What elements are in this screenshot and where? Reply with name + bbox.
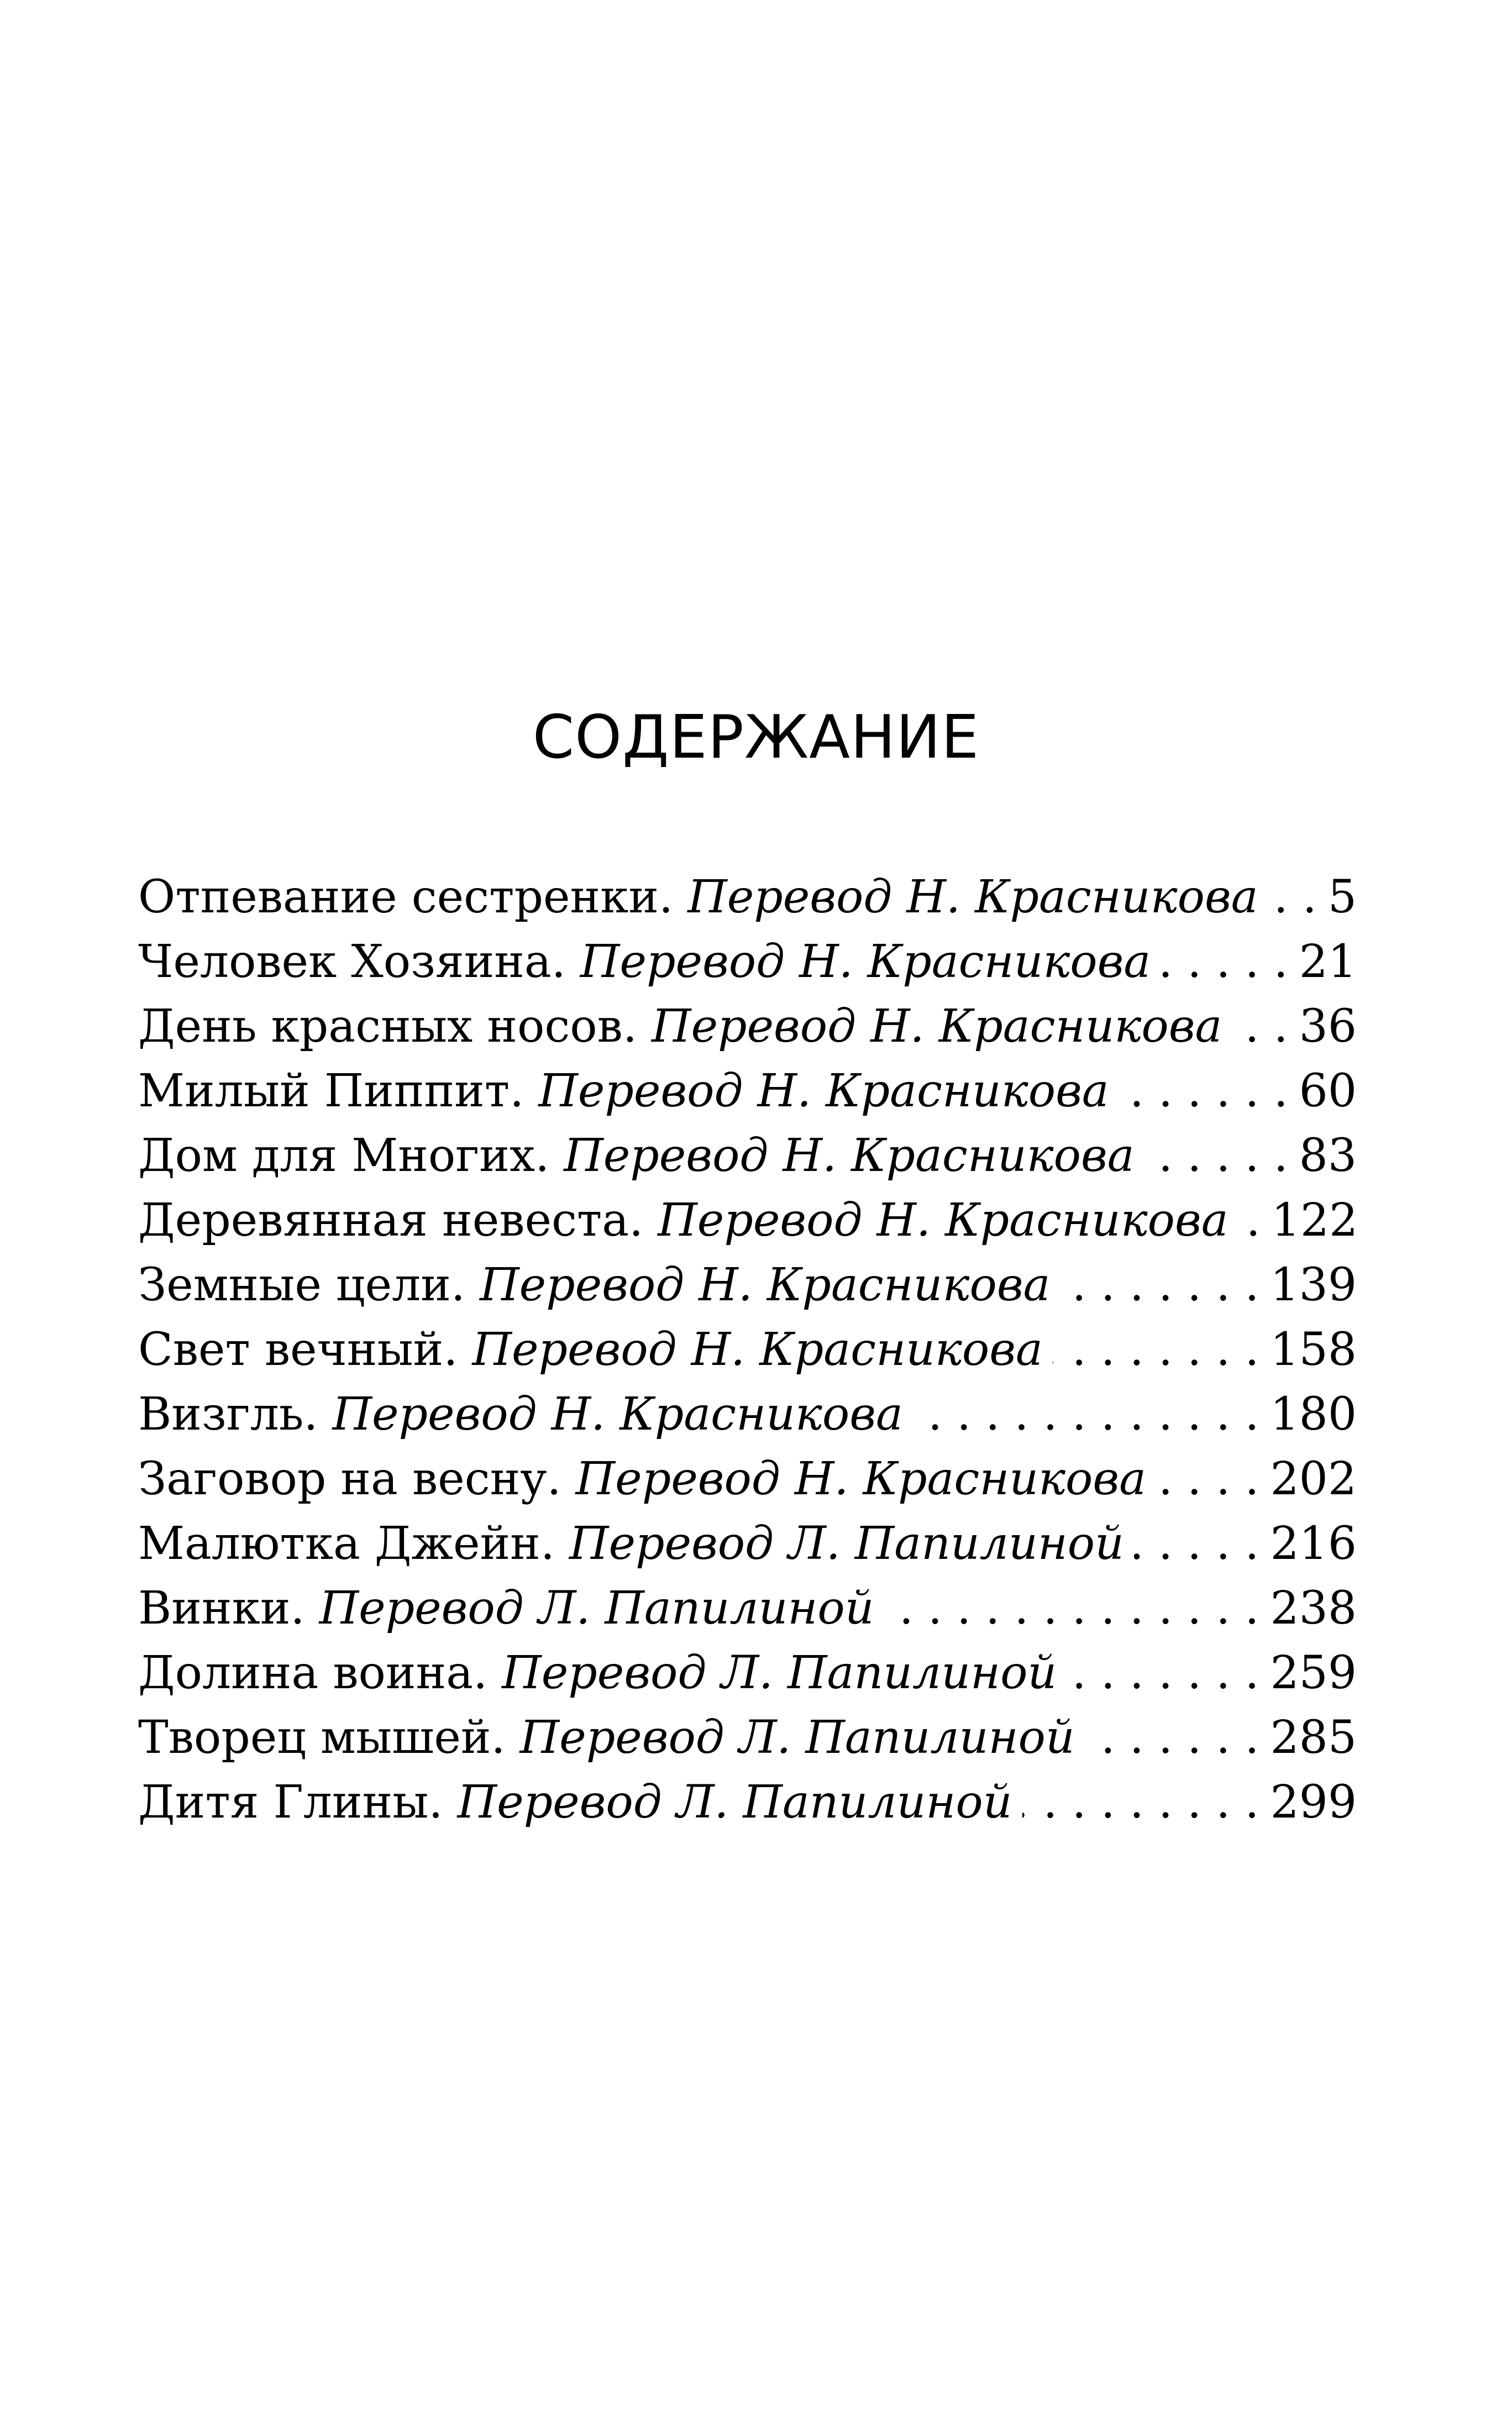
toc-entry xyxy=(138,1123,1357,1188)
toc-entry xyxy=(138,1705,1357,1770)
dot-leader xyxy=(1144,1123,1288,1188)
entry-translator: Перевод Л. Папилиной xyxy=(319,1582,874,1635)
page-number: 5 xyxy=(1327,871,1357,923)
page-number: 216 xyxy=(1270,1517,1357,1570)
entry-translator: Перевод Н. Красникова xyxy=(651,1000,1222,1053)
dot-leader xyxy=(1119,1059,1288,1123)
dot-leader xyxy=(1161,929,1288,994)
toc-entry xyxy=(138,1059,1357,1123)
toc-entry xyxy=(138,1188,1357,1253)
entry-title: Малютка Джейн. xyxy=(138,1517,555,1570)
entry-title: Винки. xyxy=(138,1582,305,1635)
dot-leader xyxy=(1060,1253,1259,1317)
page-number: 83 xyxy=(1299,1130,1357,1182)
entry-title: Человек Хозяина. xyxy=(138,936,566,988)
entry-translator: Перевод Н. Красникова xyxy=(687,871,1258,923)
toc-entry xyxy=(138,1382,1357,1447)
page-number: 139 xyxy=(1270,1259,1357,1311)
dot-leader xyxy=(1238,1188,1261,1253)
page-number: 285 xyxy=(1270,1711,1357,1764)
toc-entry xyxy=(138,1770,1357,1835)
dot-leader xyxy=(1053,1317,1259,1382)
entry-translator: Перевод Л. Папилиной xyxy=(519,1711,1075,1764)
entry-title: День красных носов. xyxy=(138,1000,637,1053)
entry-title: Свет вечный. xyxy=(138,1323,458,1376)
dot-leader xyxy=(913,1382,1259,1447)
entry-translator: Перевод Н. Красникова xyxy=(472,1323,1043,1376)
entry-translator: Перевод Л. Папилиной xyxy=(457,1776,1012,1829)
entry-title: Дом для Многих. xyxy=(138,1130,550,1182)
toc-entry xyxy=(138,1641,1357,1705)
entry-title: Дитя Глины. xyxy=(138,1776,443,1829)
entry-title: Долина воина. xyxy=(138,1647,488,1699)
entry-translator: Перевод Н. Красникова xyxy=(332,1388,903,1441)
table-of-contents xyxy=(138,865,1357,1835)
page-number: 60 xyxy=(1299,1065,1357,1117)
dot-leader xyxy=(884,1576,1259,1641)
entry-translator: Перевод Н. Красникова xyxy=(575,1453,1147,1505)
toc-entry xyxy=(138,1253,1357,1317)
entry-translator: Перевод Н. Красникова xyxy=(480,1259,1051,1311)
page-number: 238 xyxy=(1270,1582,1357,1635)
page-number: 21 xyxy=(1299,936,1357,988)
dot-leader xyxy=(1156,1447,1259,1511)
page-number: 122 xyxy=(1271,1194,1358,1247)
entry-translator: Перевод Л. Папилиной xyxy=(569,1517,1124,1570)
entry-translator: Перевод Н. Красникова xyxy=(580,936,1151,988)
dot-leader xyxy=(1268,865,1317,929)
toc-entry xyxy=(138,1317,1357,1382)
page-number: 259 xyxy=(1270,1647,1357,1699)
page-title: СОДЕРЖАНИЕ xyxy=(532,703,980,772)
toc-entry xyxy=(138,1576,1357,1641)
entry-title: Творец мышей. xyxy=(138,1711,506,1764)
dot-leader xyxy=(1134,1511,1259,1576)
dot-leader xyxy=(1085,1705,1259,1770)
entry-translator: Перевод Н. Красникова xyxy=(658,1194,1229,1247)
entry-title: Отпевание сестренки. xyxy=(138,871,674,923)
page-number: 299 xyxy=(1270,1776,1357,1829)
page-number: 202 xyxy=(1270,1453,1357,1505)
dot-leader xyxy=(1022,1770,1259,1835)
entry-title: Милый Пиппит. xyxy=(138,1065,524,1117)
toc-entry xyxy=(138,865,1357,929)
page-number: 36 xyxy=(1299,1000,1357,1053)
page-number: 158 xyxy=(1270,1323,1357,1376)
toc-entry xyxy=(138,1511,1357,1576)
entry-title: Деревянная невеста. xyxy=(138,1194,644,1247)
toc-entry xyxy=(138,929,1357,994)
entry-title: Земные цели. xyxy=(138,1259,465,1311)
entry-title: Визгль. xyxy=(138,1388,318,1441)
toc-entry xyxy=(138,994,1357,1059)
entry-translator: Перевод Н. Красникова xyxy=(564,1130,1135,1182)
page-number: 180 xyxy=(1270,1388,1357,1441)
entry-title: Заговор на весну. xyxy=(138,1453,561,1505)
dot-leader xyxy=(1067,1641,1259,1705)
entry-translator: Перевод Н. Красникова xyxy=(538,1065,1109,1117)
entry-translator: Перевод Л. Папилиной xyxy=(502,1647,1057,1699)
toc-entry xyxy=(138,1447,1357,1511)
dot-leader xyxy=(1232,994,1288,1059)
